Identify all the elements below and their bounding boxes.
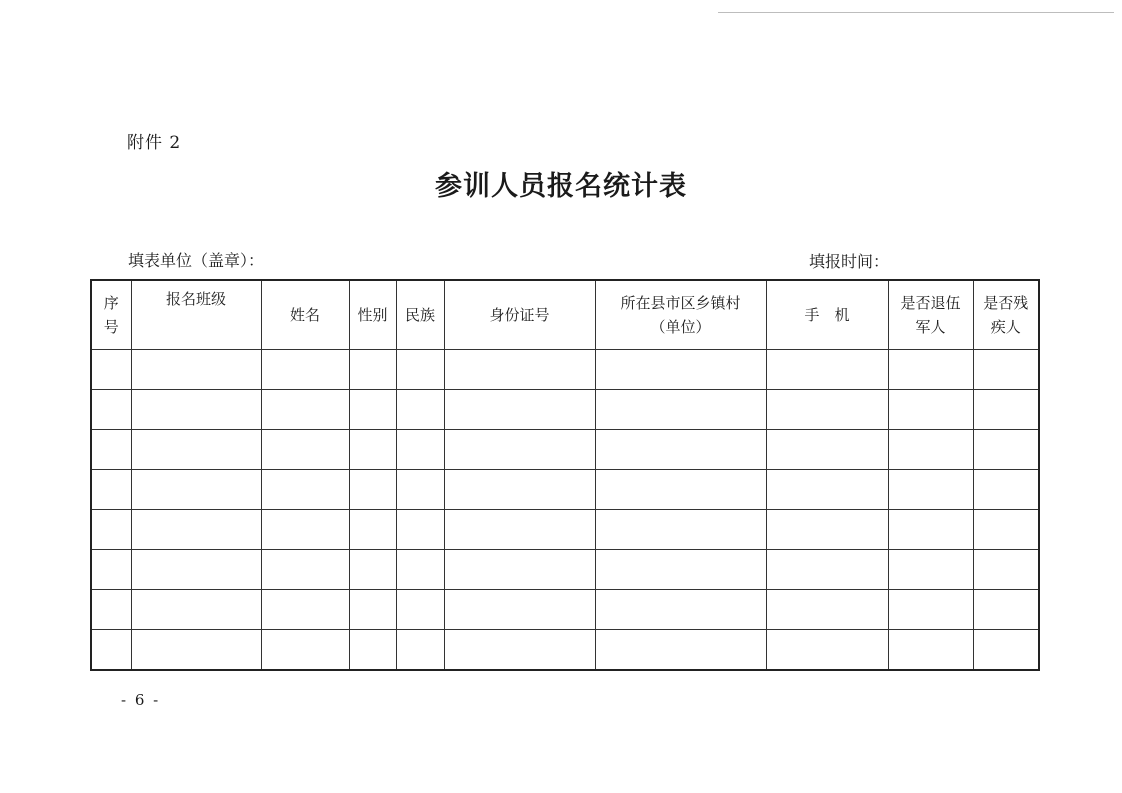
cell-seq[interactable]: [91, 630, 131, 671]
table-row: [91, 590, 1039, 630]
table-row: [91, 510, 1039, 550]
attachment-label: 附件 2: [127, 133, 182, 153]
cell-veteran[interactable]: [888, 510, 973, 550]
table-row: [91, 630, 1039, 671]
cell-id-number[interactable]: [444, 550, 595, 590]
cell-gender[interactable]: [349, 470, 396, 510]
cell-name[interactable]: [261, 350, 349, 390]
header-veteran-line-1: 是否退伍: [900, 294, 961, 312]
cell-ethnicity[interactable]: [396, 470, 444, 510]
cell-class[interactable]: [131, 590, 261, 630]
header-seq-line-1: 序: [103, 294, 119, 312]
header-id-number: 身份证号: [444, 280, 595, 350]
header-gender: 性别: [349, 280, 396, 350]
cell-gender[interactable]: [349, 390, 396, 430]
header-seq: [91, 280, 131, 350]
page-title: 参训人员报名统计表: [435, 171, 687, 202]
cell-phone[interactable]: [766, 590, 888, 630]
cell-name[interactable]: [261, 550, 349, 590]
cell-id-number[interactable]: [444, 430, 595, 470]
cell-disabled[interactable]: [973, 350, 1039, 390]
cell-gender[interactable]: [349, 550, 396, 590]
cell-name[interactable]: [261, 470, 349, 510]
cell-gender[interactable]: [349, 590, 396, 630]
cell-gender[interactable]: [349, 630, 396, 671]
cell-id-number[interactable]: [444, 590, 595, 630]
cell-veteran[interactable]: [888, 430, 973, 470]
cell-veteran[interactable]: [888, 590, 973, 630]
header-disabled-line-1: 是否残: [983, 294, 1029, 312]
header-class: [131, 280, 261, 350]
header-seq-line-2: 号: [103, 318, 119, 336]
cell-seq[interactable]: [91, 350, 131, 390]
cell-ethnicity[interactable]: [396, 590, 444, 630]
cell-gender[interactable]: [349, 430, 396, 470]
cell-class[interactable]: [131, 390, 261, 430]
cell-name[interactable]: [261, 590, 349, 630]
cell-location[interactable]: [595, 630, 766, 671]
header-ethnicity: 民族: [396, 280, 444, 350]
cell-seq[interactable]: [91, 430, 131, 470]
cell-disabled[interactable]: [973, 470, 1039, 510]
header-disabled: [973, 280, 1039, 350]
cell-phone[interactable]: [766, 630, 888, 671]
cell-veteran[interactable]: [888, 550, 973, 590]
cell-ethnicity[interactable]: [396, 630, 444, 671]
cell-veteran[interactable]: [888, 630, 973, 671]
cell-class[interactable]: [131, 550, 261, 590]
cell-disabled[interactable]: [973, 430, 1039, 470]
cell-class[interactable]: [131, 510, 261, 550]
cell-name[interactable]: [261, 390, 349, 430]
cell-location[interactable]: [595, 590, 766, 630]
cell-ethnicity[interactable]: [396, 550, 444, 590]
table-row: [91, 550, 1039, 590]
cell-location[interactable]: [595, 510, 766, 550]
cell-location[interactable]: [595, 550, 766, 590]
header-location-line-2: （单位）: [650, 318, 711, 336]
page-number: - 6 -: [121, 691, 161, 709]
cell-veteran[interactable]: [888, 390, 973, 430]
cell-phone[interactable]: [766, 430, 888, 470]
cell-seq[interactable]: [91, 550, 131, 590]
fill-date-label: 填报时间：: [809, 252, 890, 271]
cell-seq[interactable]: [91, 590, 131, 630]
cell-disabled[interactable]: [973, 630, 1039, 671]
cell-name[interactable]: [261, 630, 349, 671]
table-row: [91, 430, 1039, 470]
table-row: [91, 390, 1039, 430]
cell-class[interactable]: [131, 470, 261, 510]
cell-id-number[interactable]: [444, 510, 595, 550]
header-location-line-1: 所在县市区乡镇村: [620, 294, 741, 312]
cell-phone[interactable]: [766, 350, 888, 390]
cell-id-number[interactable]: [444, 350, 595, 390]
cell-name[interactable]: [261, 430, 349, 470]
header-class-label: 报名班级: [165, 290, 226, 308]
cell-disabled[interactable]: [973, 590, 1039, 630]
cell-seq[interactable]: [91, 470, 131, 510]
cell-phone[interactable]: [766, 390, 888, 430]
cell-gender[interactable]: [349, 510, 396, 550]
cell-id-number[interactable]: [444, 630, 595, 671]
cell-seq[interactable]: [91, 390, 131, 430]
cell-disabled[interactable]: [973, 390, 1039, 430]
header-veteran: [888, 280, 973, 350]
header-location: [595, 280, 766, 350]
cell-class[interactable]: [131, 350, 261, 390]
cell-location[interactable]: [595, 390, 766, 430]
cell-veteran[interactable]: [888, 470, 973, 510]
cell-seq[interactable]: [91, 510, 131, 550]
top-rule: [718, 12, 1114, 13]
header-disabled-line-2: 疾人: [990, 318, 1021, 336]
header-name: 姓名: [261, 280, 349, 350]
header-veteran-line-2: 军人: [915, 318, 946, 336]
table-row: [91, 350, 1039, 390]
cell-class[interactable]: [131, 630, 261, 671]
fill-unit-label: 填表单位（盖章）：: [128, 251, 265, 270]
cell-id-number[interactable]: [444, 390, 595, 430]
cell-disabled[interactable]: [973, 550, 1039, 590]
cell-location[interactable]: [595, 470, 766, 510]
cell-phone[interactable]: [766, 510, 888, 550]
cell-ethnicity[interactable]: [396, 510, 444, 550]
cell-ethnicity[interactable]: [396, 350, 444, 390]
cell-phone[interactable]: [766, 550, 888, 590]
cell-name[interactable]: [261, 510, 349, 550]
cell-veteran[interactable]: [888, 350, 973, 390]
cell-gender[interactable]: [349, 350, 396, 390]
cell-ethnicity[interactable]: [396, 430, 444, 470]
cell-disabled[interactable]: [973, 510, 1039, 550]
header-phone: 手 机: [766, 280, 888, 350]
header-row: [91, 280, 1039, 350]
cell-id-number[interactable]: [444, 470, 595, 510]
registration-table: [90, 279, 1040, 671]
cell-ethnicity[interactable]: [396, 390, 444, 430]
cell-location[interactable]: [595, 350, 766, 390]
cell-phone[interactable]: [766, 470, 888, 510]
table-body: [91, 350, 1039, 671]
cell-location[interactable]: [595, 430, 766, 470]
table-row: [91, 470, 1039, 510]
cell-class[interactable]: [131, 430, 261, 470]
